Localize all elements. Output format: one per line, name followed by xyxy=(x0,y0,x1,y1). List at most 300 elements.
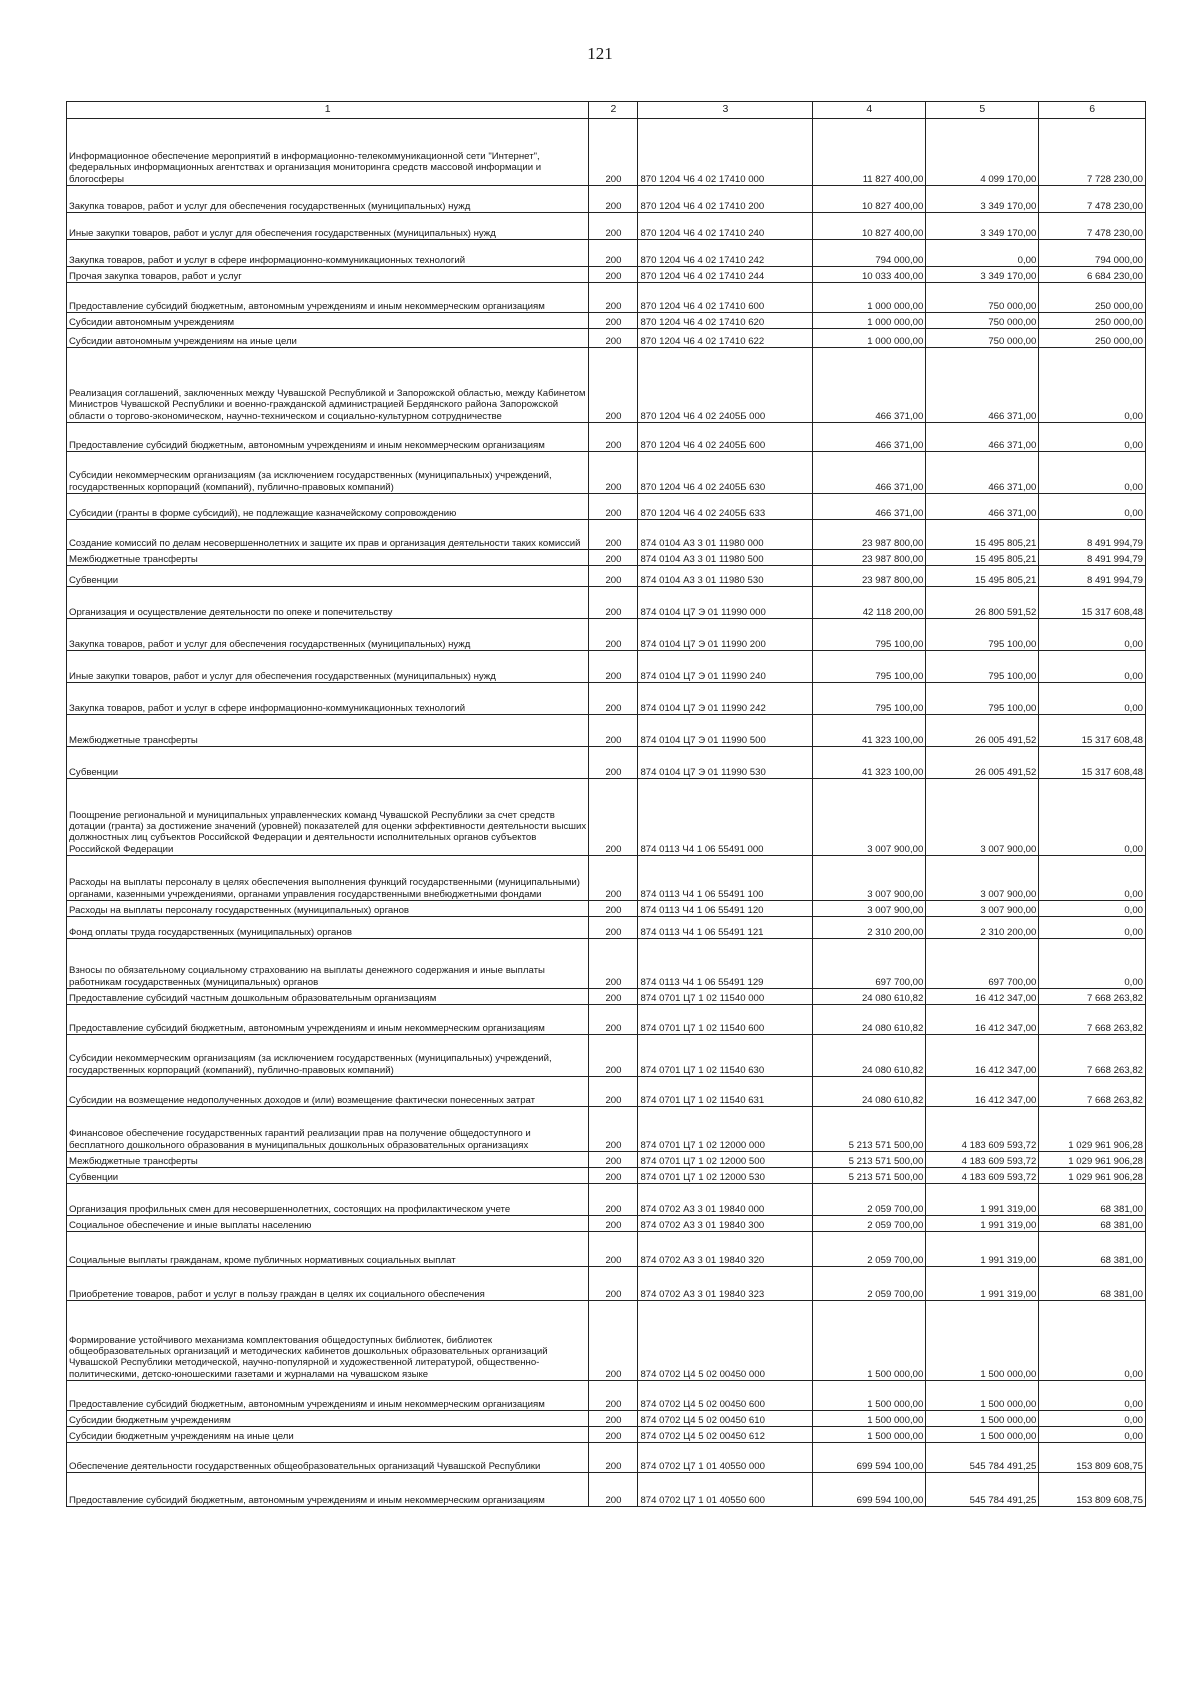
row-section-cell: 200 xyxy=(589,329,638,348)
row-value-5-cell: 1 500 000,00 xyxy=(926,1411,1039,1427)
row-value-4-cell: 1 000 000,00 xyxy=(813,313,926,329)
row-value-6-cell: 0,00 xyxy=(1039,452,1146,494)
row-code-cell: 874 0104 Ц7 Э 01 11990 242 xyxy=(638,683,813,715)
row-code-cell: 874 0701 Ц7 1 02 11540 000 xyxy=(638,989,813,1005)
row-section-cell: 200 xyxy=(589,1216,638,1232)
row-value-4-cell: 23 987 800,00 xyxy=(813,550,926,566)
table-row xyxy=(67,494,1146,520)
table-row xyxy=(67,566,1146,587)
row-name-cell: Предоставление субсидий частным дошкольным образовательным организациям xyxy=(67,989,589,1005)
table-row xyxy=(67,1035,1146,1077)
table-row xyxy=(67,917,1146,939)
row-value-5-cell: 3 349 170,00 xyxy=(926,267,1039,283)
row-value-4-cell: 794 000,00 xyxy=(813,240,926,267)
row-section-cell: 200 xyxy=(589,1184,638,1216)
table-row xyxy=(67,1216,1146,1232)
row-value-5-cell: 1 991 319,00 xyxy=(926,1267,1039,1301)
row-code-cell: 874 0702 А3 3 01 19840 000 xyxy=(638,1184,813,1216)
row-value-6-cell: 0,00 xyxy=(1039,619,1146,651)
row-value-5-cell: 795 100,00 xyxy=(926,683,1039,715)
table-row xyxy=(67,715,1146,747)
row-value-6-cell: 8 491 994,79 xyxy=(1039,550,1146,566)
table-row xyxy=(67,619,1146,651)
table-row xyxy=(67,1152,1146,1168)
row-value-6-cell: 68 381,00 xyxy=(1039,1184,1146,1216)
row-name-cell: Организация профильных смен для несовершеннолетних, состоящих на профилактическом учете xyxy=(67,1184,589,1216)
row-value-5-cell: 3 007 900,00 xyxy=(926,856,1039,901)
row-value-4-cell: 5 213 571 500,00 xyxy=(813,1152,926,1168)
row-code-cell: 874 0701 Ц7 1 02 11540 631 xyxy=(638,1077,813,1107)
row-code-cell: 870 1204 Ч6 4 02 17410 240 xyxy=(638,213,813,240)
row-section-cell: 200 xyxy=(589,313,638,329)
row-value-5-cell: 16 412 347,00 xyxy=(926,1077,1039,1107)
column-header-5: 5 xyxy=(926,102,1039,119)
row-name-cell: Иные закупки товаров, работ и услуг для обеспечения государственных (муниципальных) нужд xyxy=(67,651,589,683)
table-row xyxy=(67,683,1146,715)
row-value-4-cell: 2 310 200,00 xyxy=(813,917,926,939)
row-value-6-cell: 0,00 xyxy=(1039,1427,1146,1443)
row-value-4-cell: 41 323 100,00 xyxy=(813,715,926,747)
row-value-5-cell: 750 000,00 xyxy=(926,313,1039,329)
row-section-cell: 200 xyxy=(589,1168,638,1184)
row-value-6-cell: 0,00 xyxy=(1039,494,1146,520)
row-value-4-cell: 3 007 900,00 xyxy=(813,901,926,917)
row-value-5-cell: 466 371,00 xyxy=(926,452,1039,494)
row-value-6-cell: 68 381,00 xyxy=(1039,1232,1146,1267)
row-code-cell: 870 1204 Ч6 4 02 17410 200 xyxy=(638,186,813,213)
row-section-cell: 200 xyxy=(589,423,638,452)
row-value-6-cell: 7 668 263,82 xyxy=(1039,1035,1146,1077)
row-name-cell: Закупка товаров, работ и услуг для обеспечения государственных (муниципальных) нужд xyxy=(67,619,589,651)
row-section-cell: 200 xyxy=(589,566,638,587)
row-value-5-cell: 26 005 491,52 xyxy=(926,747,1039,779)
row-value-4-cell: 10 827 400,00 xyxy=(813,186,926,213)
row-value-5-cell: 1 991 319,00 xyxy=(926,1216,1039,1232)
row-code-cell: 874 0701 Ц7 1 02 12000 500 xyxy=(638,1152,813,1168)
row-section-cell: 200 xyxy=(589,494,638,520)
table-row xyxy=(67,186,1146,213)
row-value-6-cell: 153 809 608,75 xyxy=(1039,1443,1146,1473)
row-name-cell: Прочая закупка товаров, работ и услуг xyxy=(67,267,589,283)
row-value-5-cell: 3 349 170,00 xyxy=(926,186,1039,213)
row-value-5-cell: 3 007 900,00 xyxy=(926,779,1039,856)
row-name-cell: Создание комиссий по делам несовершеннолетних и защите их прав и организация деятельности таких комиссий xyxy=(67,520,589,550)
row-value-6-cell: 250 000,00 xyxy=(1039,329,1146,348)
table-row xyxy=(67,651,1146,683)
table-row xyxy=(67,1411,1146,1427)
row-value-5-cell: 545 784 491,25 xyxy=(926,1473,1039,1507)
row-value-5-cell: 16 412 347,00 xyxy=(926,1005,1039,1035)
row-value-4-cell: 24 080 610,82 xyxy=(813,989,926,1005)
row-value-4-cell: 24 080 610,82 xyxy=(813,1005,926,1035)
table-row xyxy=(67,1443,1146,1473)
row-code-cell: 870 1204 Ч6 4 02 2405Б 000 xyxy=(638,348,813,423)
row-section-cell: 200 xyxy=(589,213,638,240)
row-section-cell: 200 xyxy=(589,1427,638,1443)
row-value-6-cell: 6 684 230,00 xyxy=(1039,267,1146,283)
row-name-cell: Взносы по обязательному социальному страхованию на выплаты денежного содержания и иные выплаты работникам государственных (муниципальных) органов xyxy=(67,939,589,989)
row-value-6-cell: 0,00 xyxy=(1039,348,1146,423)
row-section-cell: 200 xyxy=(589,1473,638,1507)
table-row xyxy=(67,283,1146,313)
row-value-5-cell: 1 500 000,00 xyxy=(926,1301,1039,1381)
row-name-cell: Предоставление субсидий бюджетным, автономным учреждениям и иным некоммерческим организациям xyxy=(67,1005,589,1035)
row-value-6-cell: 7 668 263,82 xyxy=(1039,1077,1146,1107)
row-name-cell: Субсидии некоммерческим организациям (за исключением государственных (муниципальных) учреждений, государственных корпораций (компаний), публично-правовых компаний) xyxy=(67,1035,589,1077)
row-name-cell: Субвенции xyxy=(67,566,589,587)
row-section-cell: 200 xyxy=(589,989,638,1005)
table-row xyxy=(67,1473,1146,1507)
column-header-4: 4 xyxy=(813,102,926,119)
row-code-cell: 874 0113 Ч4 1 06 55491 121 xyxy=(638,917,813,939)
row-value-4-cell: 1 000 000,00 xyxy=(813,329,926,348)
row-value-6-cell: 7 728 230,00 xyxy=(1039,119,1146,186)
row-code-cell: 874 0702 Ц7 1 01 40550 600 xyxy=(638,1473,813,1507)
row-code-cell: 874 0702 А3 3 01 19840 300 xyxy=(638,1216,813,1232)
row-section-cell: 200 xyxy=(589,939,638,989)
row-section-cell: 200 xyxy=(589,1443,638,1473)
row-value-6-cell: 794 000,00 xyxy=(1039,240,1146,267)
row-name-cell: Социальное обеспечение и иные выплаты населению xyxy=(67,1216,589,1232)
row-section-cell: 200 xyxy=(589,1267,638,1301)
row-value-5-cell: 26 800 591,52 xyxy=(926,587,1039,619)
row-value-4-cell: 41 323 100,00 xyxy=(813,747,926,779)
row-section-cell: 200 xyxy=(589,550,638,566)
table-row xyxy=(67,779,1146,856)
row-code-cell: 870 1204 Ч6 4 02 2405Б 600 xyxy=(638,423,813,452)
row-value-4-cell: 23 987 800,00 xyxy=(813,520,926,550)
row-value-6-cell: 7 478 230,00 xyxy=(1039,186,1146,213)
page-number: 121 xyxy=(587,44,613,63)
row-value-4-cell: 795 100,00 xyxy=(813,619,926,651)
row-code-cell: 874 0702 Ц4 5 02 00450 610 xyxy=(638,1411,813,1427)
row-value-6-cell: 15 317 608,48 xyxy=(1039,747,1146,779)
row-section-cell: 200 xyxy=(589,520,638,550)
row-code-cell: 874 0113 Ч4 1 06 55491 120 xyxy=(638,901,813,917)
row-value-4-cell: 795 100,00 xyxy=(813,683,926,715)
table-row xyxy=(67,1184,1146,1216)
row-name-cell: Закупка товаров, работ и услуг в сфере информационно-коммуникационных технологий xyxy=(67,683,589,715)
row-section-cell: 200 xyxy=(589,283,638,313)
table-row xyxy=(67,550,1146,566)
row-code-cell: 874 0701 Ц7 1 02 12000 530 xyxy=(638,1168,813,1184)
row-code-cell: 874 0702 Ц4 5 02 00450 612 xyxy=(638,1427,813,1443)
table-row xyxy=(67,939,1146,989)
table-row xyxy=(67,1005,1146,1035)
row-code-cell: 874 0702 А3 3 01 19840 323 xyxy=(638,1267,813,1301)
row-name-cell: Расходы на выплаты персоналу государственных (муниципальных) органов xyxy=(67,901,589,917)
row-value-5-cell: 1 500 000,00 xyxy=(926,1381,1039,1411)
row-value-5-cell: 1 500 000,00 xyxy=(926,1427,1039,1443)
row-section-cell: 200 xyxy=(589,1301,638,1381)
row-section-cell: 200 xyxy=(589,619,638,651)
row-value-5-cell: 3 007 900,00 xyxy=(926,901,1039,917)
row-name-cell: Социальные выплаты гражданам, кроме публичных нормативных социальных выплат xyxy=(67,1232,589,1267)
row-value-4-cell: 466 371,00 xyxy=(813,494,926,520)
row-section-cell: 200 xyxy=(589,1381,638,1411)
row-value-6-cell: 153 809 608,75 xyxy=(1039,1473,1146,1507)
row-value-6-cell: 0,00 xyxy=(1039,1411,1146,1427)
budget-table xyxy=(66,101,1146,1507)
row-name-cell: Поощрение региональной и муниципальных управленческих команд Чувашской Республики за счет средств дотации (гранта) за достижение значений (уровней) показателей для оценки эффективности деятельности высших должностных лиц субъектов Российской Федерации и деятельности исполнительных органов субъектов Российской Федерации xyxy=(67,779,589,856)
row-value-5-cell: 697 700,00 xyxy=(926,939,1039,989)
row-code-cell: 874 0113 Ч4 1 06 55491 129 xyxy=(638,939,813,989)
row-code-cell: 874 0113 Ч4 1 06 55491 000 xyxy=(638,779,813,856)
row-value-6-cell: 7 478 230,00 xyxy=(1039,213,1146,240)
row-value-5-cell: 16 412 347,00 xyxy=(926,1035,1039,1077)
row-value-4-cell: 466 371,00 xyxy=(813,423,926,452)
row-name-cell: Межбюджетные трансферты xyxy=(67,550,589,566)
row-section-cell: 200 xyxy=(589,901,638,917)
row-value-5-cell: 750 000,00 xyxy=(926,329,1039,348)
row-value-5-cell: 4 183 609 593,72 xyxy=(926,1168,1039,1184)
row-code-cell: 870 1204 Ч6 4 02 2405Б 630 xyxy=(638,452,813,494)
row-code-cell: 870 1204 Ч6 4 02 17410 600 xyxy=(638,283,813,313)
column-header-2: 2 xyxy=(589,102,638,119)
column-header-6: 6 xyxy=(1039,102,1146,119)
row-name-cell: Расходы на выплаты персоналу в целях обеспечения выполнения функций государственными (муниципальными) органами, казенными учреждениями, органами управления государственными внебюджетными фондами xyxy=(67,856,589,901)
table-row xyxy=(67,119,1146,186)
row-name-cell: Иные закупки товаров, работ и услуг для обеспечения государственных (муниципальных) нужд xyxy=(67,213,589,240)
row-value-6-cell: 8 491 994,79 xyxy=(1039,520,1146,550)
row-name-cell: Субсидии (гранты в форме субсидий), не подлежащие казначейскому сопровождению xyxy=(67,494,589,520)
row-value-5-cell: 15 495 805,21 xyxy=(926,550,1039,566)
row-value-5-cell: 2 310 200,00 xyxy=(926,917,1039,939)
row-value-6-cell: 8 491 994,79 xyxy=(1039,566,1146,587)
row-value-5-cell: 4 183 609 593,72 xyxy=(926,1152,1039,1168)
row-code-cell: 874 0702 Ц7 1 01 40550 000 xyxy=(638,1443,813,1473)
row-value-6-cell: 15 317 608,48 xyxy=(1039,715,1146,747)
row-value-4-cell: 2 059 700,00 xyxy=(813,1216,926,1232)
row-value-6-cell: 15 317 608,48 xyxy=(1039,587,1146,619)
row-section-cell: 200 xyxy=(589,779,638,856)
row-value-5-cell: 545 784 491,25 xyxy=(926,1443,1039,1473)
row-value-4-cell: 2 059 700,00 xyxy=(813,1267,926,1301)
row-value-4-cell: 699 594 100,00 xyxy=(813,1443,926,1473)
column-header-1: 1 xyxy=(67,102,589,119)
row-section-cell: 200 xyxy=(589,856,638,901)
table-row xyxy=(67,348,1146,423)
row-section-cell: 200 xyxy=(589,240,638,267)
row-code-cell: 874 0104 А3 3 01 11980 000 xyxy=(638,520,813,550)
row-value-4-cell: 10 827 400,00 xyxy=(813,213,926,240)
row-value-5-cell: 1 991 319,00 xyxy=(926,1232,1039,1267)
row-value-5-cell: 3 349 170,00 xyxy=(926,213,1039,240)
row-name-cell: Информационное обеспечение мероприятий в информационно-телекоммуникационной сети "Интернет", федеральных информационных агентствах и организация мониторинга средств массовой информации и блогосферы xyxy=(67,119,589,186)
row-code-cell: 870 1204 Ч6 4 02 17410 242 xyxy=(638,240,813,267)
table-row xyxy=(67,1267,1146,1301)
row-value-5-cell: 466 371,00 xyxy=(926,494,1039,520)
row-name-cell: Предоставление субсидий бюджетным, автономным учреждениям и иным некоммерческим организациям xyxy=(67,283,589,313)
row-code-cell: 870 1204 Ч6 4 02 17410 000 xyxy=(638,119,813,186)
row-value-5-cell: 795 100,00 xyxy=(926,651,1039,683)
row-code-cell: 870 1204 Ч6 4 02 2405Б 633 xyxy=(638,494,813,520)
table-row xyxy=(67,452,1146,494)
table-row xyxy=(67,1107,1146,1152)
row-code-cell: 874 0702 Ц4 5 02 00450 600 xyxy=(638,1381,813,1411)
row-value-6-cell: 1 029 961 906,28 xyxy=(1039,1107,1146,1152)
column-header-3: 3 xyxy=(638,102,813,119)
row-value-5-cell: 750 000,00 xyxy=(926,283,1039,313)
row-section-cell: 200 xyxy=(589,1152,638,1168)
row-value-5-cell: 26 005 491,52 xyxy=(926,715,1039,747)
row-section-cell: 200 xyxy=(589,1035,638,1077)
row-value-5-cell: 0,00 xyxy=(926,240,1039,267)
table-row xyxy=(67,856,1146,901)
table-row xyxy=(67,329,1146,348)
row-name-cell: Субсидии на возмещение недополученных доходов и (или) возмещение фактически понесенных затрат xyxy=(67,1077,589,1107)
row-value-6-cell: 0,00 xyxy=(1039,917,1146,939)
row-value-4-cell: 1 000 000,00 xyxy=(813,283,926,313)
row-value-6-cell: 0,00 xyxy=(1039,939,1146,989)
row-code-cell: 870 1204 Ч6 4 02 17410 620 xyxy=(638,313,813,329)
row-value-6-cell: 250 000,00 xyxy=(1039,283,1146,313)
table-row xyxy=(67,267,1146,283)
row-section-cell: 200 xyxy=(589,1232,638,1267)
row-value-5-cell: 795 100,00 xyxy=(926,619,1039,651)
row-value-4-cell: 5 213 571 500,00 xyxy=(813,1107,926,1152)
row-value-4-cell: 5 213 571 500,00 xyxy=(813,1168,926,1184)
row-value-4-cell: 24 080 610,82 xyxy=(813,1077,926,1107)
header-row xyxy=(67,102,1146,119)
row-section-cell: 200 xyxy=(589,1005,638,1035)
row-section-cell: 200 xyxy=(589,683,638,715)
row-section-cell: 200 xyxy=(589,587,638,619)
row-section-cell: 200 xyxy=(589,747,638,779)
row-value-4-cell: 2 059 700,00 xyxy=(813,1232,926,1267)
row-section-cell: 200 xyxy=(589,348,638,423)
row-code-cell: 874 0104 Ц7 Э 01 11990 200 xyxy=(638,619,813,651)
table-row xyxy=(67,313,1146,329)
row-value-5-cell: 15 495 805,21 xyxy=(926,566,1039,587)
row-section-cell: 200 xyxy=(589,715,638,747)
row-value-4-cell: 11 827 400,00 xyxy=(813,119,926,186)
row-name-cell: Предоставление субсидий бюджетным, автономным учреждениям и иным некоммерческим организациям xyxy=(67,1381,589,1411)
row-code-cell: 874 0702 Ц4 5 02 00450 000 xyxy=(638,1301,813,1381)
row-value-4-cell: 1 500 000,00 xyxy=(813,1427,926,1443)
table-row xyxy=(67,587,1146,619)
row-section-cell: 200 xyxy=(589,452,638,494)
row-code-cell: 870 1204 Ч6 4 02 17410 622 xyxy=(638,329,813,348)
row-name-cell: Обеспечение деятельности государственных общеобразовательных организаций Чувашской Республики xyxy=(67,1443,589,1473)
row-name-cell: Фонд оплаты труда государственных (муниципальных) органов xyxy=(67,917,589,939)
row-name-cell: Субсидии бюджетным учреждениям на иные цели xyxy=(67,1427,589,1443)
row-value-4-cell: 699 594 100,00 xyxy=(813,1473,926,1507)
row-value-4-cell: 697 700,00 xyxy=(813,939,926,989)
row-section-cell: 200 xyxy=(589,1411,638,1427)
row-name-cell: Реализация соглашений, заключенных между Чувашской Республикой и Запорожской областью, между Кабинетом Министров Чувашской Республики и военно-гражданской администрацией Бердянского района Запорожской области о торгово-экономическом, научно-техническом и социально-культурном сотрудничестве xyxy=(67,348,589,423)
row-value-4-cell: 466 371,00 xyxy=(813,348,926,423)
row-value-4-cell: 24 080 610,82 xyxy=(813,1035,926,1077)
row-code-cell: 870 1204 Ч6 4 02 17410 244 xyxy=(638,267,813,283)
table-body xyxy=(67,119,1146,1507)
row-code-cell: 874 0104 А3 3 01 11980 530 xyxy=(638,566,813,587)
row-value-6-cell: 68 381,00 xyxy=(1039,1267,1146,1301)
row-section-cell: 200 xyxy=(589,917,638,939)
row-value-6-cell: 68 381,00 xyxy=(1039,1216,1146,1232)
table-row xyxy=(67,989,1146,1005)
row-name-cell: Субвенции xyxy=(67,747,589,779)
row-code-cell: 874 0113 Ч4 1 06 55491 100 xyxy=(638,856,813,901)
row-section-cell: 200 xyxy=(589,267,638,283)
row-code-cell: 874 0702 А3 3 01 19840 320 xyxy=(638,1232,813,1267)
row-value-4-cell: 10 033 400,00 xyxy=(813,267,926,283)
row-value-6-cell: 0,00 xyxy=(1039,779,1146,856)
row-code-cell: 874 0104 Ц7 Э 01 11990 530 xyxy=(638,747,813,779)
row-value-6-cell: 7 668 263,82 xyxy=(1039,1005,1146,1035)
row-value-6-cell: 0,00 xyxy=(1039,901,1146,917)
row-name-cell: Закупка товаров, работ и услуг в сфере информационно-коммуникационных технологий xyxy=(67,240,589,267)
table-row xyxy=(67,240,1146,267)
row-value-6-cell: 0,00 xyxy=(1039,1301,1146,1381)
row-value-5-cell: 466 371,00 xyxy=(926,348,1039,423)
row-name-cell: Субсидии автономным учреждениям xyxy=(67,313,589,329)
table-row xyxy=(67,423,1146,452)
row-code-cell: 874 0701 Ц7 1 02 11540 630 xyxy=(638,1035,813,1077)
row-value-4-cell: 466 371,00 xyxy=(813,452,926,494)
row-section-cell: 200 xyxy=(589,119,638,186)
row-name-cell: Предоставление субсидий бюджетным, автономным учреждениям и иным некоммерческим организациям xyxy=(67,1473,589,1507)
row-value-6-cell: 7 668 263,82 xyxy=(1039,989,1146,1005)
table-row xyxy=(67,747,1146,779)
row-name-cell: Формирование устойчивого механизма комплектования общедоступных библиотек, библиотек общеобразовательных организаций и методических кабинетов дошкольных образовательных организаций Чувашской Республики методической, научно-популярной и художественной литературой, общественно-политическими, детско-юношескими газетами и журналами на чувашском языке xyxy=(67,1301,589,1381)
row-value-4-cell: 23 987 800,00 xyxy=(813,566,926,587)
row-name-cell: Закупка товаров, работ и услуг для обеспечения государственных (муниципальных) нужд xyxy=(67,186,589,213)
row-code-cell: 874 0104 А3 3 01 11980 500 xyxy=(638,550,813,566)
row-value-6-cell: 0,00 xyxy=(1039,651,1146,683)
table-row xyxy=(67,520,1146,550)
row-code-cell: 874 0104 Ц7 Э 01 11990 240 xyxy=(638,651,813,683)
row-value-4-cell: 1 500 000,00 xyxy=(813,1381,926,1411)
row-value-5-cell: 16 412 347,00 xyxy=(926,989,1039,1005)
row-value-5-cell: 4 183 609 593,72 xyxy=(926,1107,1039,1152)
row-name-cell: Приобретение товаров, работ и услуг в пользу граждан в целях их социального обеспечения xyxy=(67,1267,589,1301)
table-row xyxy=(67,1168,1146,1184)
row-name-cell: Организация и осуществление деятельности по опеке и попечительству xyxy=(67,587,589,619)
row-name-cell: Субвенции xyxy=(67,1168,589,1184)
row-section-cell: 200 xyxy=(589,1077,638,1107)
row-section-cell: 200 xyxy=(589,1107,638,1152)
row-value-5-cell: 4 099 170,00 xyxy=(926,119,1039,186)
row-value-5-cell: 1 991 319,00 xyxy=(926,1184,1039,1216)
row-code-cell: 874 0104 Ц7 Э 01 11990 500 xyxy=(638,715,813,747)
table-row xyxy=(67,1232,1146,1267)
row-value-6-cell: 0,00 xyxy=(1039,683,1146,715)
row-code-cell: 874 0104 Ц7 Э 01 11990 000 xyxy=(638,587,813,619)
row-value-4-cell: 1 500 000,00 xyxy=(813,1411,926,1427)
row-value-6-cell: 0,00 xyxy=(1039,856,1146,901)
table-row xyxy=(67,1077,1146,1107)
row-value-4-cell: 3 007 900,00 xyxy=(813,856,926,901)
row-name-cell: Предоставление субсидий бюджетным, автономным учреждениям и иным некоммерческим организациям xyxy=(67,423,589,452)
row-value-6-cell: 0,00 xyxy=(1039,423,1146,452)
row-value-4-cell: 3 007 900,00 xyxy=(813,779,926,856)
row-section-cell: 200 xyxy=(589,651,638,683)
table-row xyxy=(67,1427,1146,1443)
row-name-cell: Субсидии бюджетным учреждениям xyxy=(67,1411,589,1427)
table-row xyxy=(67,213,1146,240)
row-value-4-cell: 42 118 200,00 xyxy=(813,587,926,619)
row-code-cell: 874 0701 Ц7 1 02 12000 000 xyxy=(638,1107,813,1152)
row-name-cell: Межбюджетные трансферты xyxy=(67,715,589,747)
row-value-6-cell: 1 029 961 906,28 xyxy=(1039,1152,1146,1168)
row-name-cell: Субсидии некоммерческим организациям (за исключением государственных (муниципальных) учреждений, государственных корпораций (компаний), публично-правовых компаний) xyxy=(67,452,589,494)
row-value-5-cell: 466 371,00 xyxy=(926,423,1039,452)
row-name-cell: Межбюджетные трансферты xyxy=(67,1152,589,1168)
row-value-4-cell: 1 500 000,00 xyxy=(813,1301,926,1381)
table-row xyxy=(67,901,1146,917)
row-value-6-cell: 1 029 961 906,28 xyxy=(1039,1168,1146,1184)
